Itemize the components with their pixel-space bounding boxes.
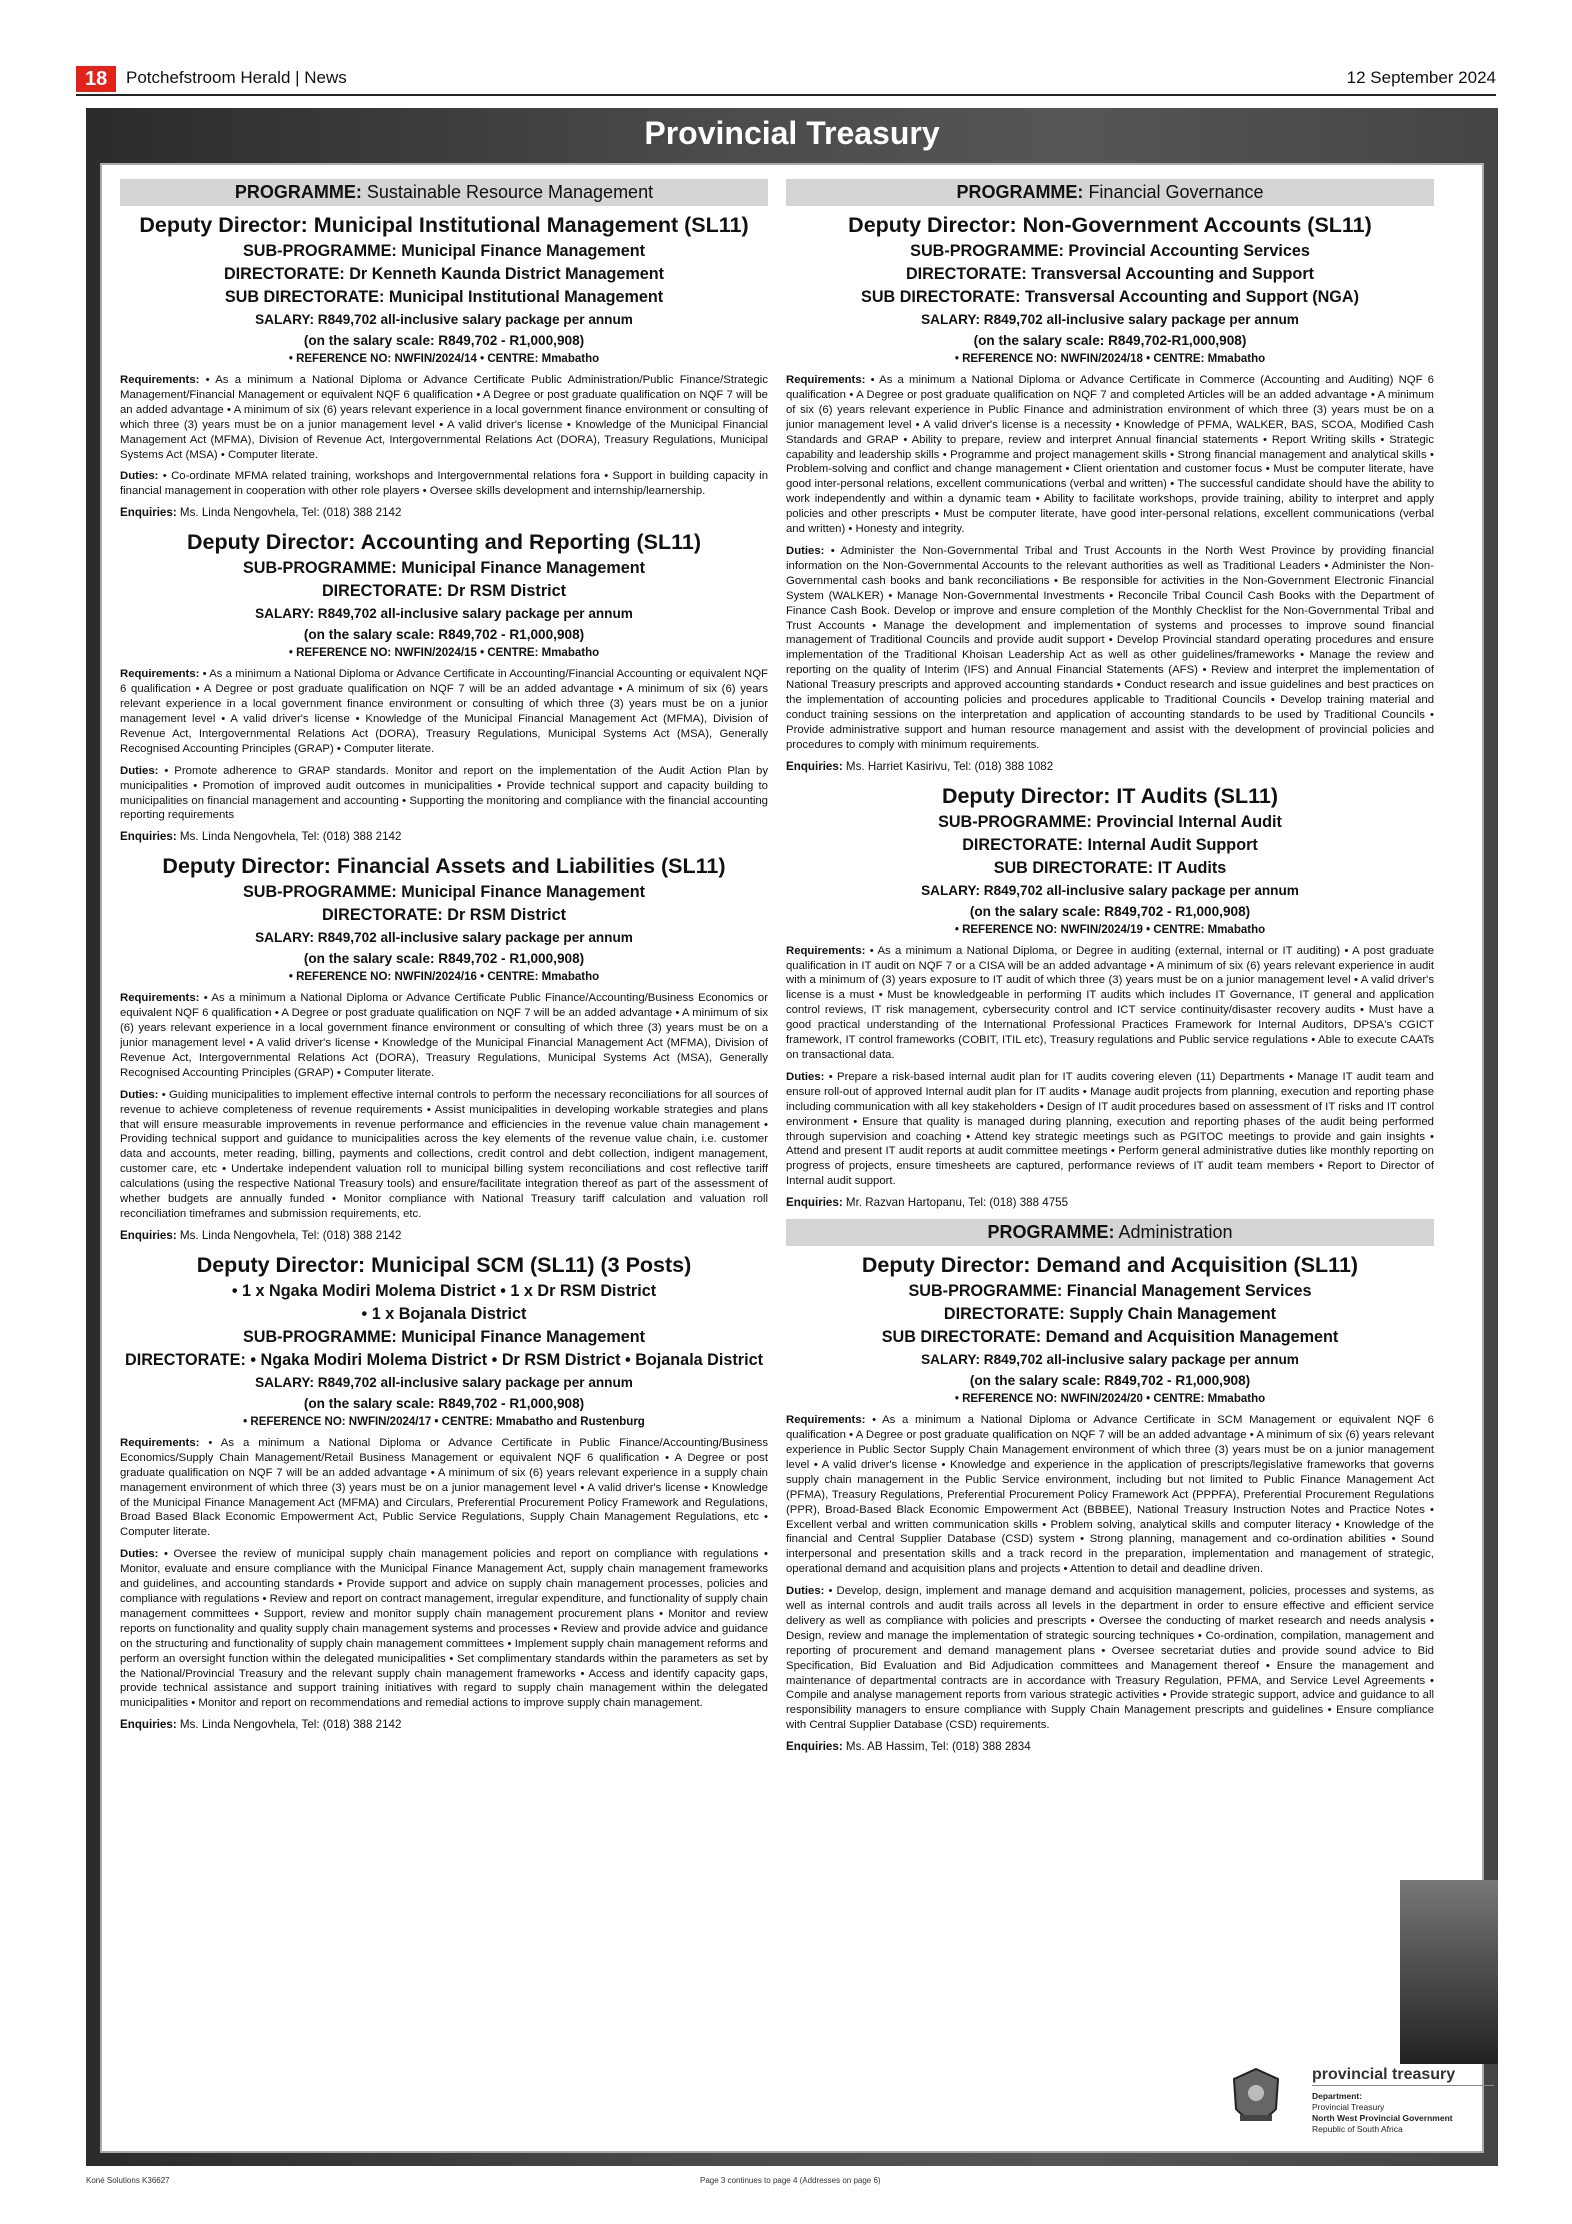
- job-directorate: DIRECTORATE: Internal Audit Support: [962, 835, 1258, 854]
- requirements-text: • As a minimum a National Diploma or Advance Certificate Public Finance/Accounting/Business Economics or equivalent NQF 6 qualification • A Degree or post graduate qualification on NQF 7 will be an added advantage • A minimum of six (6) years relevant experience in a local government finance environment or consulting of which three (3) years must be on a junior management level • A valid driver's license • Knowledge of the Municipal Financial Management Act (MFMA), Division of Revenue Act, Intergovernmental Relations Act (DORA), Treasury Regulations, Municipal Systems Act (MSA), Generally Recognised Accounting Principles (GRAP) • Computer literate.: [120, 992, 768, 1079]
- job-directorate: DIRECTORATE: Supply Chain Management: [943, 1305, 1277, 1324]
- job-requirements: [120, 991, 768, 1080]
- programme-header: PROGRAMME: Financial Governance: [786, 179, 1434, 206]
- job-locations: • 1 x Ngaka Modiri Molema District • 1 x Dr RSM District: [231, 1281, 657, 1300]
- job-salary: SALARY: R849,702 all-inclusive salary package per annum: [255, 312, 633, 327]
- duties-text: • Guiding municipalities to implement effective internal controls to perform the necessary reconciliations for all sources of revenue to achieve completeness of revenue requirements • Assist municipalities in developing workable strategies and plans that will ensure measurable improvements in revenue performance and efficiencies in the revenue value chain management • Providing technical support and guidance to municipalities across the key elements of the revenue value chain, i.e. customer data and accounts, meter reading, billing, payments and collections, credit control and debt collection, indigent management, customer care, etc • Undertake independent valuation roll to municipal billing system reconciliations and cost reflective tariff calculations (using the respective National Treasury tools) and ensure/facilitate integration thereof as part of the assessment of whether budgets are annually funded • Monitor compliance with National Treasury tariff calculation and valuation roll reconciliation timeframes and submission requirements, etc.: [120, 1088, 768, 1220]
- job-enquiries: [120, 1229, 768, 1242]
- job-salary: SALARY: R849,702 all-inclusive salary package per annum: [255, 930, 633, 946]
- enquiries-text: Ms. Linda Nengovhela, Tel: (018) 388 2142: [176, 830, 402, 844]
- requirements-text: • As a minimum a National Diploma or Advance Certificate Public Administration/Public Finance/Strategic Management/Financial Management or equivalent NQF 6 qualification • A Degree or post graduate qualification on NQF 7 will be an added advantage • A minimum of six (6) years relevant experience in a local government finance environment or consulting of which three (3) years must be on a junior management level • A valid driver's license • Knowledge of the Municipal Financial Management Act (MFMA), Division of Revenue Act, Intergovernmental Relations Act (DORA), Treasury Regulations, Municipal Systems Act (MSA) • Computer literate.: [120, 374, 768, 461]
- advert-frame: [86, 108, 1498, 2166]
- job-salary-scale: (on the salary scale: R849,702 - R1,000,908): [303, 627, 585, 643]
- job-requirements: [120, 373, 768, 462]
- job-requirements: [120, 1436, 768, 1540]
- job-directorate: SUB-PROGRAMME: Provincial Accounting Services: [910, 242, 1310, 260]
- job-reference: • REFERENCE NO: NWFIN/2024/20 • CENTRE: Mmabatho: [954, 1393, 1266, 1406]
- job-title: Deputy Director: Non-Government Accounts (SL11): [848, 213, 1372, 237]
- duties-label: Duties:: [120, 764, 159, 777]
- job-directorate: DIRECTORATE: • Ngaka Modiri Molema District • Dr RSM District • Bojanala District: [125, 1350, 763, 1369]
- duties-label: Duties:: [120, 470, 159, 483]
- job-salary: SALARY: R849,702 all-inclusive salary package per annum: [921, 882, 1299, 898]
- requirements-label: Requirements:: [120, 668, 200, 681]
- job-reference: • REFERENCE NO: NWFIN/2024/16 • CENTRE: Mmabatho: [288, 971, 600, 984]
- job-title: Deputy Director: IT Audits (SL11): [941, 783, 1279, 808]
- enquiries-label: Enquiries:: [120, 1228, 177, 1242]
- job-directorate: SUB-PROGRAMME: Municipal Finance Management: [242, 883, 646, 902]
- city-photo: [1400, 1880, 1498, 2064]
- programme-header: PROGRAMME: Sustainable Resource Management: [120, 179, 768, 206]
- job-locations: • 1 x Bojanala District: [361, 1304, 527, 1323]
- job-requirements: [786, 1413, 1434, 1577]
- job-requirements: [120, 667, 768, 756]
- job-listing: [786, 1252, 1434, 1753]
- job-directorate: SUB-PROGRAMME: Municipal Finance Management: [242, 559, 646, 578]
- job-reference: • REFERENCE NO: NWFIN/2024/19 • CENTRE: Mmabatho: [954, 923, 1266, 936]
- job-listing: [786, 212, 1434, 773]
- footer-agency: Koné Solutions K36627: [86, 2176, 170, 2185]
- department-logo: [1226, 2065, 1494, 2145]
- duties-text: • Promote adherence to GRAP standards. Monitor and report on the implementation of the Audit Action Plan by municipalities • Promotion of improved audit outcomes in municipalities • Provide technical support and capacity building to municipalities on financial management and accounting • Supporting the monitoring and compliance with the financial accounting reporting requirements: [120, 764, 768, 822]
- job-enquiries: [786, 1196, 1434, 1209]
- job-salary: SALARY: R849,702 all-inclusive salary package per annum: [255, 606, 633, 622]
- job-salary-scale: (on the salary scale: R849,702 - R1,000,908): [969, 903, 1251, 919]
- job-reference: • REFERENCE NO: NWFIN/2024/14 • CENTRE: Mmabatho: [288, 353, 600, 365]
- job-directorate: SUB-PROGRAMME: Municipal Finance Management: [242, 1327, 646, 1346]
- requirements-text: • As a minimum a National Diploma or Advance Certificate in SCM Management or equivalent NQF 6 qualification • A Degree or post graduate qualification on NQF 7 will be an added advantage • A minimum of six (6) years relevant experience in Public Sector Supply Chain Management environment of which three (3) years must be on a junior management level • A valid driver's license • Knowledge and experience in the application of prescripts/legislative frameworks that governs supply chain management in the Public Service environment, including but not limited to Public Finance Management Act (PFMA), Treasury Regulations, Preferential Procurement Policy Framework Act (PPPFA), Preferential Procurement Regulations (PPR), Broad-Based Black Economic Empowerment Act (BBBEE), National Treasury Instruction Notes and Practice Notes • Excellent verbal and written communication skills • Problem solving, analytical skills and computer literacy • Knowledge of the financial and Central Supplier Database (CSD) system • Strong planning, management and co-ordination abilities • Sound interpersonal and presentation skills and a track record in the preparation, implementation and management of strategic, operational demand and acquisition plans and projects • Attention to detail and deadline driven.: [786, 1414, 1434, 1576]
- coat-of-arms-icon: [1226, 2065, 1286, 2135]
- enquiries-label: Enquiries:: [120, 506, 177, 520]
- job-salary: SALARY: R849,702 all-inclusive salary package per annum: [921, 1352, 1299, 1368]
- job-duties: [786, 1584, 1434, 1733]
- job-duties: [120, 1088, 768, 1222]
- requirements-label: Requirements:: [786, 374, 866, 386]
- job-salary: SALARY: R849,702 all-inclusive salary package per annum: [255, 1374, 633, 1390]
- job-reference: • REFERENCE NO: NWFIN/2024/15 • CENTRE: Mmabatho: [288, 647, 600, 660]
- duties-text: • Oversee the review of municipal supply chain management policies and report on compliance with regulations • Monitor, evaluate and ensure compliance with the Municipal Finance Management Act, supply chain management frameworks and guidelines, and accounting standards • Provide support and advice on supply chain management processes, policies and compliance with regulations • Review and report on contract management, irregular expenditure, and functionality of supply chain management committees • Support, review and monitor supply chain management procurement plans • Monitor and review reports on functionality and quality supply chain management systems and processes • Review and provide advice and guidance on the structuring and functionality of supply chain management committees • Implement supply chain management reforms and perform an oversight function within the delegated municipalities • Set complimentary standards within the parameters as set by the National/Provincial Treasury and the relevant supply chain management frameworks • Access and identify capacity gaps, provide technical assistance and support training initiatives with regard to supply chain management within the delegated municipalities • Monitor and report on recommendations and remedial actions to improve supply chain management.: [120, 1548, 768, 1710]
- job-enquiries: [120, 1718, 768, 1731]
- job-listing: [120, 212, 768, 519]
- job-title: Deputy Director: Demand and Acquisition (SL11): [861, 1253, 1359, 1278]
- job-duties: [120, 469, 768, 499]
- job-listing: [120, 1252, 768, 1731]
- job-requirements: [786, 944, 1434, 1063]
- job-directorate: DIRECTORATE: Dr RSM District: [321, 906, 567, 925]
- enquiries-text: Ms. Linda Nengovhela, Tel: (018) 388 2142: [176, 506, 402, 520]
- job-title: Deputy Director: Municipal Institutional Management (SL11): [139, 213, 749, 237]
- requirements-label: Requirements:: [786, 944, 866, 957]
- job-title: Deputy Director: Financial Assets and Liabilities (SL11): [162, 854, 726, 879]
- job-salary-scale: (on the salary scale: R849,702 - R1,000,908): [303, 333, 585, 348]
- enquiries-text: Ms. Linda Nengovhela, Tel: (018) 388 2142: [176, 1718, 402, 1732]
- job-listing: [120, 529, 768, 843]
- job-title: Deputy Director: Accounting and Reporting (SL11): [186, 530, 702, 555]
- enquiries-text: Ms. AB Hassim, Tel: (018) 388 2834: [842, 1740, 1031, 1754]
- job-directorate: SUB DIRECTORATE: Transversal Accounting and Support (NGA): [861, 288, 1359, 306]
- duties-label: Duties:: [786, 1070, 825, 1083]
- job-salary-scale: (on the salary scale: R849,702-R1,000,908): [973, 333, 1247, 348]
- job-directorate: DIRECTORATE: Transversal Accounting and Support: [905, 265, 1315, 283]
- job-directorate: SUB DIRECTORATE: IT Audits: [993, 858, 1227, 877]
- publication-date: 12 September 2024: [1346, 68, 1496, 87]
- enquiries-label: Enquiries:: [120, 830, 177, 844]
- job-enquiries: [120, 830, 768, 843]
- duties-label: Duties:: [120, 1548, 159, 1561]
- job-directorate: SUB-PROGRAMME: Municipal Finance Management: [242, 242, 646, 260]
- job-title: Deputy Director: Municipal SCM (SL11) (3 Posts): [196, 1252, 692, 1277]
- job-duties: [120, 764, 768, 824]
- job-duties: [120, 1547, 768, 1711]
- enquiries-text: Mr. Razvan Hartopanu, Tel: (018) 388 4755: [842, 1196, 1069, 1210]
- advert-panel: [100, 163, 1484, 2153]
- job-directorate: SUB DIRECTORATE: Demand and Acquisition Management: [881, 1328, 1339, 1347]
- masthead: [76, 64, 1496, 96]
- job-duties: [786, 1070, 1434, 1189]
- left-column: [120, 175, 768, 2140]
- enquiries-text: Ms. Harriet Kasirivu, Tel: (018) 388 1082: [842, 759, 1054, 773]
- duties-text: • Prepare a risk-based internal audit plan for IT audits covering eleven (11) Departments • Manage IT audit team and ensure roll-out of approved Internal audit plan for IT audits • Manage audit projects from planning, execution and reporting phase including communication with all key stakeholders • Design of IT audit procedures based on assessment of IT risks and IT control environment • Ensure that quality is managed during planning, execution and reporting phases of the audit being performed through supervision and coaching • Attend key strategic meetings such as PGITOC meetings to provide and gain insights • Attend and present IT audit reports at audit committee meetings • Perform general administrative duties like monthly reporting on progress of projects, ensure timesheets are captured, performance reviews of IT audit team members • Report to Director of Internal audit support.: [786, 1070, 1434, 1188]
- job-salary-scale: (on the salary scale: R849,702 - R1,000,908): [303, 1395, 585, 1411]
- duties-label: Duties:: [120, 1088, 159, 1101]
- job-salary: SALARY: R849,702 all-inclusive salary package per annum: [921, 312, 1299, 327]
- job-requirements: [786, 373, 1434, 537]
- job-listing: [786, 783, 1434, 1210]
- duties-label: Duties:: [786, 544, 825, 557]
- duties-text: • Develop, design, implement and manage demand and acquisition management, policies, processes and systems, as well as internal controls and audit trails across all levels in the department in order to ensure effective and efficient service delivery as well as compliance with policies and prescripts • Oversee the conducting of market research and needs analysis • Design, review and manage the implementation of strategic sourcing techniques • Co-ordination, compilation, management and reporting of procurement and demand management plans • Oversee secretariat duties and provide sound advice to Bid Specification, Bid Evaluation and Bid Adjudication committees and Management thereof • Ensure the management and maintenance of departmental contracts are in accordance with Treasury Regulation, PFMA, and Service Level Agreements • Compile and analyse management reports from various strategic activities • Provide strategic support, advice and guidance to all responsibility managers to ensure compliance with Supply Chain Management prescripts and guidelines • Ensure compliance with Central Supplier Database (CSD) requirements.: [786, 1585, 1434, 1732]
- requirements-text: • As a minimum a National Diploma or Advance Certificate in Commerce (Accounting and Auditing) NQF 6 qualification • A Degree or post graduate qualification on NQF 7 and completed Articles will be an added advantage • A minimum of six (6) years relevant experience in Public Finance and administration environment of which three (3) years must be on a junior management level • A valid driver's license is a necessity • Knowledge of PFMA, WALKER, BAS, SCOA, Modified Cash Standards and GRAP • Ability to prepare, review and interpret Annual financial statements • Report Writing skills • Strategic capability and leadership skills • Programme and project management skills • Strong financial management and analytical skills • Problem-solving and conflict and change management • Client orientation and customer focus • Must be computer literate, have good inter-personal relations, excellent communications (verbal and written) • The successful candidate should have the ability to work independently and within a dynamic team • Ability to facilitate workshops, provide training, ability to interpret and apply policies and other prescripts • Must be computer literate, have good inter-personal relations, excellent communications (verbal and written) • Honesty and integrity.: [786, 374, 1434, 536]
- advert-banner-title: Provincial Treasury: [644, 115, 940, 151]
- job-reference: • REFERENCE NO: NWFIN/2024/17 • CENTRE: Mmabatho and Rustenburg: [243, 1415, 645, 1428]
- enquiries-label: Enquiries:: [120, 1718, 177, 1732]
- right-column: [786, 175, 1434, 2140]
- requirements-text: • As a minimum a National Diploma, or Degree in auditing (external, internal or IT auditing) • A post graduate qualification in IT audit on NQF 7 or a CISA will be an added advantage • A minimum of six (6) years relevant experience in audit with a minimum of (3) years exposure to IT audit of which three (3) years must be on a junior management level • A valid driver's license is a must • Must be knowledgeable in performing IT audits which includes IT Governance, IT general and application control reviews, IT risk management, cybersecurity control and ICT service continuity/disaster recovery audits • Must have a good practical understanding of the International Professional Practices Framework for Internal Auditors, DPSA's CGICT framework, IT control frameworks (COBIT, ITIL etc), Treasury regulations and Public service regulations • Able to execute CAATs on transactional data.: [786, 944, 1434, 1061]
- job-enquiries: [786, 1740, 1434, 1753]
- job-salary-scale: (on the salary scale: R849,702 - R1,000,908): [303, 951, 585, 967]
- requirements-text: • As a minimum a National Diploma or Advance Certificate in Accounting/Financial Accounting or equivalent NQF 6 qualification • A Degree or post graduate qualification on NQF 7 will be an added advantage • A minimum of six (6) years relevant experience in a local government finance environment or consulting of which three (3) years must be on a junior management level • A valid driver's license • Knowledge of the Municipal Financial Management Act (MFMA), Division of Revenue Act, Intergovernmental Relations Act (DORA), Treasury Regulations, Municipal Systems Act (MSA), Generally Recognised Accounting Principles (GRAP) • Computer literate.: [120, 668, 768, 755]
- footer-continuation: Page 3 continues to page 4 (Addresses on page 6): [700, 2176, 881, 2185]
- requirements-label: Requirements:: [120, 992, 200, 1005]
- enquiries-text: Ms. Linda Nengovhela, Tel: (018) 388 2142: [176, 1228, 402, 1242]
- job-directorate: SUB-PROGRAMME: Provincial Internal Audit: [938, 812, 1282, 831]
- duties-text: • Co-ordinate MFMA related training, workshops and Intergovernmental relations fora • Support in building capacity in financial management in cooperation with other role players • Oversee skills development and internship/learnership.: [120, 470, 768, 498]
- duties-text: • Administer the Non-Governmental Tribal and Trust Accounts in the North West Province by providing financial information on the Non-Governmental Accounts to the relevant authorities as well as Traditional Leaders • Administer the Non-Governmental cash books and bank reconciliations • Be responsible for activities in the Non-Government Electronic Financial System (WALKER) • Manage Non-Governmental Investments • Reconcile Tribal Council Cash Books with the Department of Finance Cash Book. Develop or improve and ensure completion of the Monthly Checklist for the Non-Governmental Tribal and Trust Accounts • Manage the development and implementation of systems and processes to improve sound financial management of Traditional Councils and provide audit support • Develop Provincial standard operating procedures and ensure implementation of the Traditional Khoisan Leadership Act as well as other guidelines/frameworks • Manage the review and reporting on the quality of Interim (IFS) and Annual Financial Statements (AFS) • Review and interpret the implementation of National Treasury prescripts and approved accounting standards • Conduct research and issue guidelines and best practices on the implementation of accounting policies and procedures applicable to Traditional Councils • Develop training material and conduct training sessions on the interpretation and application of accounting standards to be used by Traditional Councils • Provide administrative support and human resource management and assist with the development of provincial policies and procedures to comply with minimum requirements.: [786, 544, 1434, 751]
- logo-name: provincial treasury: [1312, 2065, 1494, 2086]
- enquiries-label: Enquiries:: [786, 1740, 843, 1754]
- requirements-label: Requirements:: [786, 1414, 866, 1427]
- requirements-text: • As a minimum a National Diploma or Advance Certificate in Public Finance/Accounting/Business Economics/Supply Chain Management/Retail Business Management or equivalent NQF 6 qualification • A Degree or post graduate qualification on NQF 7 will be an added advantage • A minimum of six (6) years relevant experience in a supply chain management environment of which three (3) years must be on a junior management level • A valid driver's license • Knowledge of the Municipal Finance Management Act (MFMA) and Circulars, Preferential Procurement Policy Framework and Regulations, Broad Based Black Economic Empowerment Act, Public Service Regulations, Supply Chain Management Regulations, etc • Computer literate.: [120, 1436, 768, 1539]
- publication-name: Potchefstroom Herald | News: [126, 68, 347, 87]
- job-directorate: SUB-PROGRAMME: Financial Management Services: [908, 1282, 1312, 1301]
- department-details: Department: Provincial Treasury North West Provincial Government Republic of South Africa: [1312, 2091, 1453, 2134]
- job-directorate: DIRECTORATE: Dr Kenneth Kaunda District Management: [223, 265, 665, 283]
- enquiries-label: Enquiries:: [786, 759, 843, 773]
- job-enquiries: [120, 506, 768, 519]
- page-number: 18: [76, 66, 116, 92]
- job-directorate: SUB DIRECTORATE: Municipal Institutional Management: [224, 288, 664, 306]
- programme-header: PROGRAMME: Administration: [786, 1219, 1434, 1246]
- requirements-label: Requirements:: [120, 374, 200, 386]
- job-duties: [786, 544, 1434, 753]
- enquiries-label: Enquiries:: [786, 1196, 843, 1210]
- job-salary-scale: (on the salary scale: R849,702 - R1,000,908): [969, 1373, 1251, 1389]
- job-enquiries: [786, 760, 1434, 773]
- job-reference: • REFERENCE NO: NWFIN/2024/18 • CENTRE: Mmabatho: [954, 353, 1266, 365]
- duties-label: Duties:: [786, 1585, 825, 1598]
- job-listing: [120, 853, 768, 1242]
- requirements-label: Requirements:: [120, 1436, 200, 1449]
- job-directorate: DIRECTORATE: Dr RSM District: [321, 582, 567, 601]
